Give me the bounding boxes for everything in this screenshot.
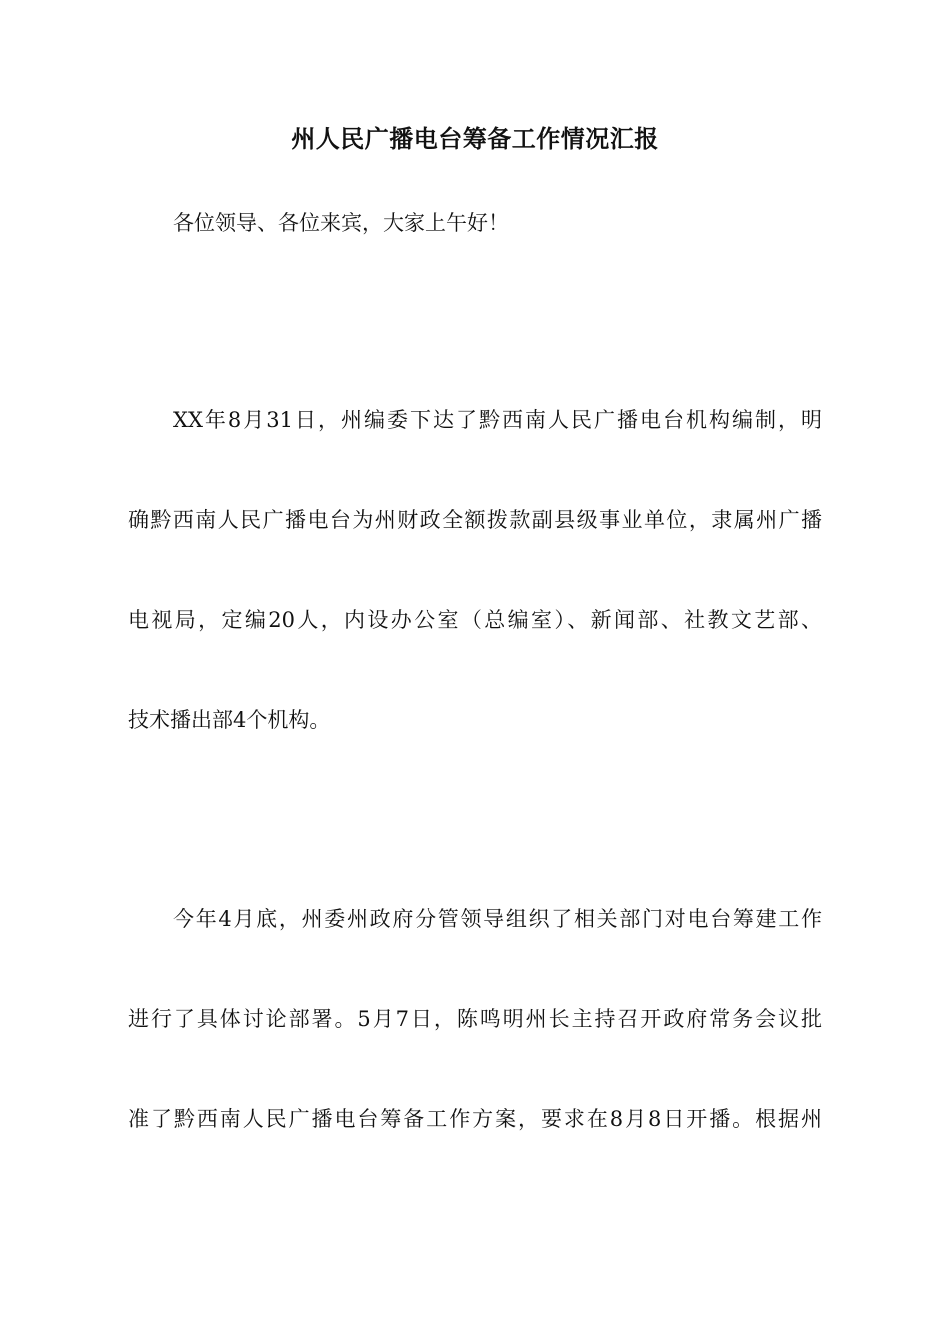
paragraph-line: 今年4月底，州委州政府分管领导组织了相关部门对电台筹建工作 <box>173 907 822 931</box>
document-title: 州人民广播电台筹备工作情况汇报 <box>291 125 659 153</box>
greeting-paragraph: 各位领导、各位来宾，大家上午好！ <box>173 211 509 235</box>
paragraph-line: 电视局，定编20人，内设办公室（总编室）、新闻部、社教文艺部、 <box>128 608 822 632</box>
paragraph-line: 进行了具体讨论部署。5月7日，陈鸣明州长主持召开政府常务会议批 <box>128 1007 822 1031</box>
paragraph-line: 准了黔西南人民广播电台筹备工作方案，要求在8月8日开播。根据州 <box>128 1107 822 1131</box>
paragraph-line: XX年8月31日，州编委下达了黔西南人民广播电台机构编制，明 <box>173 408 822 432</box>
paragraph-line: 技术播出部4个机构。 <box>128 708 331 732</box>
paragraph-line: 确黔西南人民广播电台为州财政全额拨款副县级事业单位，隶属州广播 <box>128 508 822 532</box>
